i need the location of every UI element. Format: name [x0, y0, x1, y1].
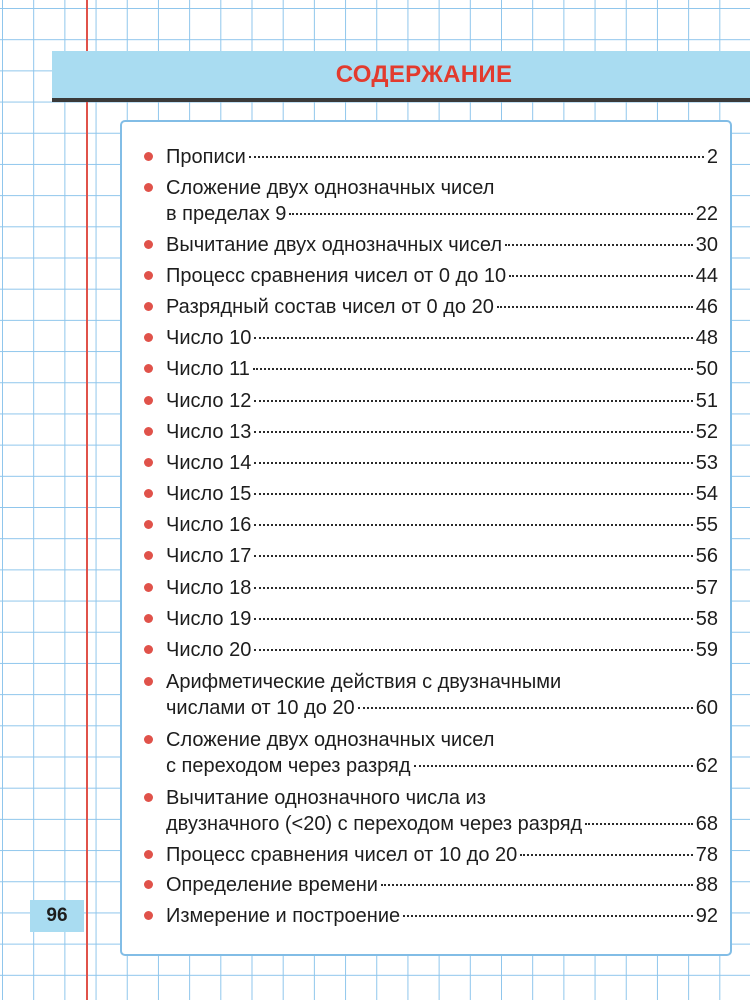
toc-entry[interactable] [148, 543, 718, 569]
leader-dots [289, 213, 692, 215]
entry-text [166, 356, 718, 382]
toc-entry[interactable] [148, 872, 718, 898]
bullet-icon [144, 427, 153, 436]
leader-dots [497, 306, 693, 308]
toc-entry[interactable] [148, 669, 718, 721]
entry-text [166, 481, 718, 507]
toc-entry[interactable] [148, 419, 718, 445]
page-number: 96 [30, 900, 84, 932]
entry-title-line: Измерение и построение [166, 905, 401, 927]
leader-dots [254, 524, 692, 526]
leader-dots [254, 587, 692, 589]
entry-text [166, 325, 718, 351]
leader-dots [254, 431, 692, 433]
entry-text [166, 727, 718, 779]
entry-page-number: 48 [695, 327, 718, 349]
entry-page-number: 62 [695, 755, 718, 777]
entry-title-line: Число 12 [166, 390, 252, 412]
entry-page-number: 53 [695, 452, 718, 474]
bullet-icon [144, 677, 153, 686]
entry-page-number: 56 [695, 545, 718, 567]
toc-entry[interactable] [148, 263, 718, 289]
bullet-icon [144, 240, 153, 249]
entry-title-line: Число 18 [166, 577, 252, 599]
bullet-icon [144, 333, 153, 342]
toc-entry[interactable] [148, 606, 718, 632]
leader-dots [253, 368, 693, 370]
leader-dots [254, 400, 692, 402]
entry-page-number: 22 [695, 203, 718, 225]
leader-dots [254, 649, 692, 651]
leader-dots [403, 915, 693, 917]
entry-title-line: числами от 10 до 20 [166, 697, 355, 719]
leader-dots [505, 244, 693, 246]
entry-text [166, 388, 718, 414]
bullet-icon [144, 911, 153, 920]
toc-entry[interactable] [148, 356, 718, 382]
entry-title-line: Число 15 [166, 483, 252, 505]
entry-page-number: 68 [695, 813, 718, 835]
entry-text [166, 450, 718, 476]
entry-title-line: Арифметические действия с двузначными [166, 671, 562, 693]
entry-title-line: Число 11 [166, 358, 250, 380]
entry-title-line: в пределах 9 [166, 203, 287, 225]
leader-dots [254, 555, 692, 557]
entry-title-line: Число 14 [166, 452, 252, 474]
leader-dots [254, 618, 692, 620]
entry-text [166, 419, 718, 445]
bullet-icon [144, 152, 153, 161]
leader-dots [381, 884, 693, 886]
entry-text [166, 543, 718, 569]
entry-text [166, 606, 718, 632]
toc-entry[interactable] [148, 175, 718, 227]
toc-entry[interactable] [148, 903, 718, 929]
entry-page-number: 59 [695, 639, 718, 661]
leader-dots [358, 707, 693, 709]
entry-text [166, 232, 718, 258]
entry-title-line: Определение времени [166, 874, 378, 896]
bullet-icon [144, 489, 153, 498]
toc-entry[interactable] [148, 294, 718, 320]
bullet-icon [144, 551, 153, 560]
bullet-icon [144, 271, 153, 280]
leader-dots [254, 462, 692, 464]
entry-text [166, 144, 718, 170]
entry-title-line: Процесс сравнения чисел от 0 до 10 [166, 265, 507, 287]
entry-title-line: Число 10 [166, 327, 252, 349]
bullet-icon [144, 396, 153, 405]
entry-title-line: Число 16 [166, 514, 252, 536]
entry-page-number: 44 [695, 265, 718, 287]
leader-dots [585, 823, 693, 825]
bullet-icon [144, 645, 153, 654]
margin-line [86, 0, 88, 1000]
leader-dots [414, 765, 693, 767]
toc-entry[interactable] [148, 727, 718, 779]
page-title: СОДЕРЖАНИЕ [335, 60, 513, 88]
entry-title-line: Число 19 [166, 608, 252, 630]
entry-page-number: 50 [695, 358, 718, 380]
entry-title-line: Прописи [166, 146, 246, 168]
entry-title-line: Число 13 [166, 421, 252, 443]
entry-page-number: 2 [706, 146, 718, 168]
entry-title-line: Сложение двух однозначных чисел [166, 177, 495, 199]
leader-dots [254, 493, 692, 495]
toc-entry[interactable] [148, 637, 718, 663]
entry-page-number: 78 [695, 844, 718, 866]
entry-page-number: 54 [695, 483, 718, 505]
entry-text [166, 175, 718, 227]
bullet-icon [144, 793, 153, 802]
entry-text [166, 842, 718, 868]
entry-page-number: 58 [695, 608, 718, 630]
entry-text [166, 294, 718, 320]
leader-dots [249, 156, 704, 158]
entry-title-line: двузначного (<20) с переходом через разряд [166, 813, 583, 835]
bullet-icon [144, 614, 153, 623]
entry-text [166, 872, 718, 898]
entry-page-number: 88 [695, 874, 718, 896]
entry-page-number: 92 [695, 905, 718, 927]
toc-entry[interactable] [148, 388, 718, 414]
entry-page-number: 60 [695, 697, 718, 719]
toc-entry[interactable] [148, 450, 718, 476]
toc-entry[interactable] [148, 512, 718, 538]
entry-title-line: Число 17 [166, 545, 252, 567]
entry-title-line: Разрядный состав чисел от 0 до 20 [166, 296, 494, 318]
bullet-icon [144, 302, 153, 311]
bullet-icon [144, 364, 153, 373]
entry-page-number: 46 [695, 296, 718, 318]
entry-text [166, 637, 718, 663]
toc-entry[interactable] [148, 785, 718, 837]
entry-text [166, 903, 718, 929]
bullet-icon [144, 520, 153, 529]
entry-text [166, 263, 718, 289]
bullet-icon [144, 850, 153, 859]
entry-title-line: Вычитание однозначного числа из [166, 787, 486, 809]
toc-entry[interactable] [148, 575, 718, 601]
toc-entry[interactable] [148, 232, 718, 258]
toc-entry[interactable] [148, 144, 718, 170]
contents-panel [120, 120, 732, 956]
leader-dots [520, 854, 693, 856]
entry-page-number: 57 [695, 577, 718, 599]
entry-page-number: 30 [695, 234, 718, 256]
bullet-icon [144, 880, 153, 889]
entry-title-line: Число 20 [166, 639, 252, 661]
entry-text [166, 512, 718, 538]
title-bar [52, 51, 750, 102]
entry-text [166, 575, 718, 601]
entry-page-number: 55 [695, 514, 718, 536]
toc-entry[interactable] [148, 325, 718, 351]
entry-title-line: Сложение двух однозначных чисел [166, 729, 495, 751]
entry-text [166, 785, 718, 837]
entry-page-number: 51 [695, 390, 718, 412]
entry-title-line: Процесс сравнения чисел от 10 до 20 [166, 844, 518, 866]
entry-title-line: Вычитание двух однозначных чисел [166, 234, 502, 256]
toc-entry[interactable] [148, 481, 718, 507]
bullet-icon [144, 583, 153, 592]
leader-dots [509, 275, 693, 277]
toc-entry[interactable] [148, 842, 718, 868]
entry-page-number: 52 [695, 421, 718, 443]
entry-text [166, 669, 718, 721]
bullet-icon [144, 735, 153, 744]
bullet-icon [144, 458, 153, 467]
entry-title-line: с переходом через разряд [166, 755, 411, 777]
leader-dots [254, 337, 692, 339]
bullet-icon [144, 183, 153, 192]
